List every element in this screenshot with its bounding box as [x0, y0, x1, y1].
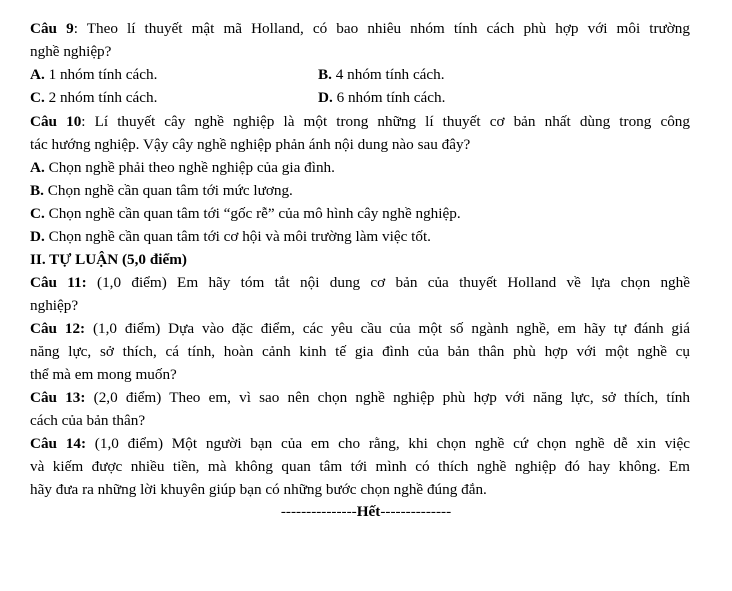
q14-line-2: và kiếm được nhiều tiền, mà không quan tâm tới mình có thích nghề nghiệp đó hay không. Em — [30, 458, 690, 475]
q9-option-a — [30, 64, 157, 87]
q10-option-b — [30, 180, 293, 203]
q9-label: Câu 9 — [30, 20, 74, 37]
q9-line-1 — [30, 18, 690, 41]
q13-label: Câu 13: — [30, 389, 86, 406]
q9-option-b-text: 4 nhóm tính cách. — [331, 66, 445, 83]
q10-option-d — [30, 226, 431, 249]
q10-option-a-letter: A. — [30, 159, 45, 176]
q10-option-c — [30, 203, 461, 226]
q13-line-2: cách của bản thân? — [30, 412, 146, 429]
q9-option-d — [318, 87, 445, 110]
q9-option-c-letter: C. — [30, 89, 45, 106]
q14-line-1 — [30, 433, 690, 456]
q10-line-2: tác hướng nghiệp. Vậy cây nghề nghiệp phản ánh nội dung nào sau đây? — [30, 136, 471, 153]
q9-option-b — [318, 64, 445, 87]
q9-option-d-letter: D. — [318, 89, 333, 106]
q9-option-b-letter: B. — [318, 66, 332, 83]
q13-text-1: (2,0 điểm) Theo em, vì sao nên chọn nghề nghiệp phù hợp với năng lực, sở thích, tính — [85, 389, 690, 406]
q10-option-d-text: Chọn nghề cần quan tâm tới cơ hội và môi trường làm việc tốt. — [44, 228, 431, 245]
end-marker — [0, 501, 732, 524]
q9-option-a-text: 1 nhóm tính cách. — [44, 66, 158, 83]
q12-label: Câu 12: — [30, 320, 86, 337]
q10-line-1 — [30, 111, 690, 134]
q14-line-3: hãy đưa ra những lời khuyên giúp bạn có những bước chọn nghề đúng đắn. — [30, 481, 487, 498]
q11-line-1 — [30, 272, 690, 295]
q9-option-d-text: 6 nhóm tính cách. — [332, 89, 446, 106]
q11-text-1: (1,0 điểm) Em hãy tóm tắt nội dung cơ bản của thuyết Holland về lựa chọn nghề — [86, 274, 690, 291]
q14-text-1: (1,0 điểm) Một người bạn của em cho rằng, khi chọn nghề cứ chọn nghề dễ xin việc — [86, 435, 690, 452]
q10-option-c-letter: C. — [30, 205, 45, 222]
q13-line-1 — [30, 387, 690, 410]
q10-option-c-text: Chọn nghề cần quan tâm tới “gốc rễ” của mô hình cây nghề nghiệp. — [44, 205, 461, 222]
end-dashes-right: -------------- — [380, 503, 452, 520]
q9-text-1: : Theo lí thuyết mật mã Holland, có bao nhiêu nhóm tính cách phù hợp với môi trường — [73, 20, 690, 37]
q10-label: Câu 10 — [30, 113, 82, 130]
q9-option-c — [30, 87, 157, 110]
q10-option-a — [30, 157, 335, 180]
q10-text-1: : Lí thuyết cây nghề nghiệp là một trong những lí thuyết cơ bản nhất dùng trong công — [81, 113, 690, 130]
q10-option-b-letter: B. — [30, 182, 44, 199]
q11-line-2: nghiệp? — [30, 297, 79, 314]
q12-line-2: năng lực, sở thích, cá tính, hoàn cảnh kinh tế gia đình của bản thân phù hợp với một nghề cụ — [30, 343, 690, 360]
q12-text-1: (1,0 điểm) Dựa vào đặc điểm, các yêu cầu của một số ngành nghề, em hãy tự đánh giá — [85, 320, 690, 337]
q14-label: Câu 14: — [30, 435, 87, 452]
q10-option-a-text: Chọn nghề phải theo nghề nghiệp của gia đình. — [44, 159, 335, 176]
q12-line-1 — [30, 318, 690, 341]
q10-option-d-letter: D. — [30, 228, 45, 245]
end-word: Hết — [356, 503, 381, 520]
section-heading: II. TỰ LUẬN (5,0 điểm) — [30, 251, 187, 268]
end-dashes-left: --------------- — [280, 503, 357, 520]
q9-line-2: nghề nghiệp? — [30, 43, 112, 60]
q12-line-3: thể mà em mong muốn? — [30, 366, 177, 383]
q10-option-b-text: Chọn nghề cần quan tâm tới mức lương. — [43, 182, 293, 199]
q9-option-a-letter: A. — [30, 66, 45, 83]
q9-option-c-text: 2 nhóm tính cách. — [44, 89, 158, 106]
q11-label: Câu 11: — [30, 274, 87, 291]
